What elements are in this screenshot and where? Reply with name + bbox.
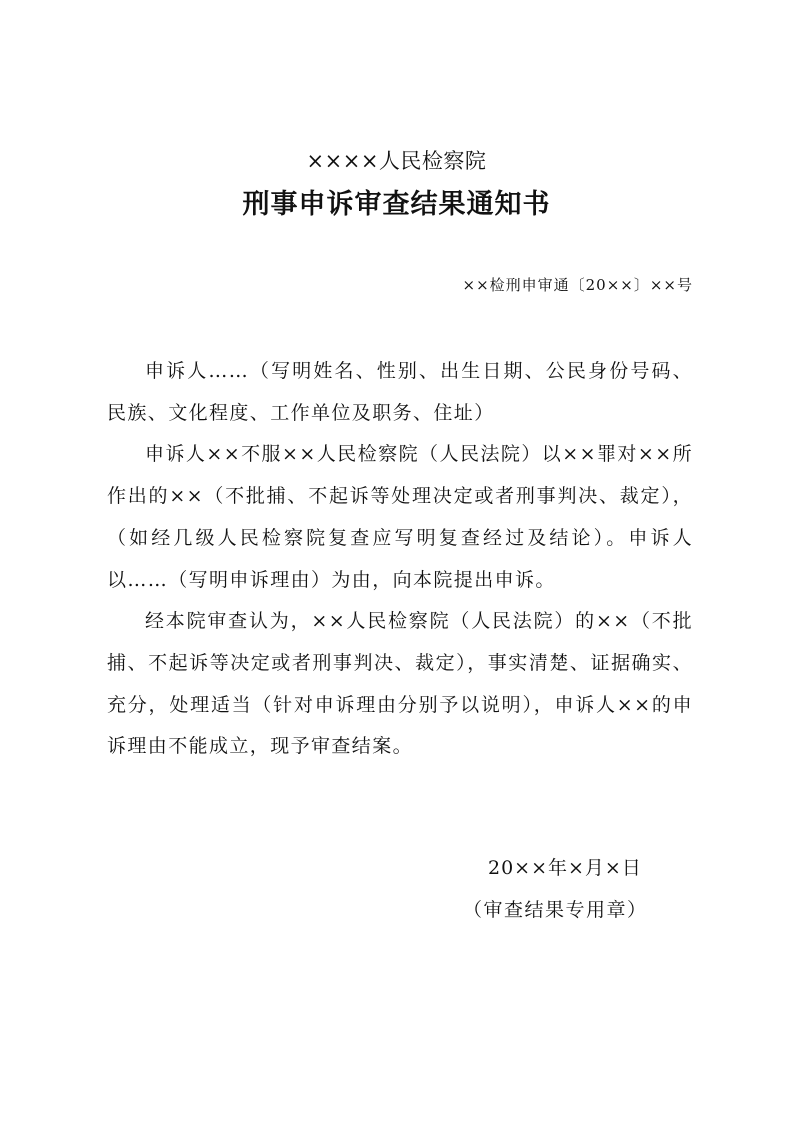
paragraph-review-conclusion: 经本院审查认为，××人民检察院（人民法院）的××（不批捕、不起诉等决定或者刑事判决、裁定），事实清楚、证据确实、充分，处理适当（针对申诉理由分别予以说明），申诉人××的申诉理由不能成立，现予审查结案。: [107, 610, 693, 758]
paragraph-appellant-info: 申诉人……（写明姓名、性别、出生日期、公民身份号码、民族、文化程度、工作单位及职务、住址）: [107, 360, 693, 424]
document-body: [107, 351, 693, 768]
paragraph-appeal-facts: 申诉人××不服××人民检察院（人民法院）以××罪对××所作出的××（不批捕、不起诉等处理决定或者刑事判决、裁定），（如经几级人民检察院复查应写明复查经过及结论）。申诉人以……（写明申诉理由）为由，向本院提出申诉。: [107, 443, 693, 591]
document-number: ××检刑申审通〔20××〕××号: [462, 276, 693, 294]
issuing-organization: ××××人民检察院: [306, 149, 487, 173]
document-title: 刑事申诉审查结果通知书: [242, 189, 551, 220]
signature-date: 20××年×月×日: [488, 857, 642, 879]
seal-note: （审查结果专用章）: [463, 899, 648, 921]
